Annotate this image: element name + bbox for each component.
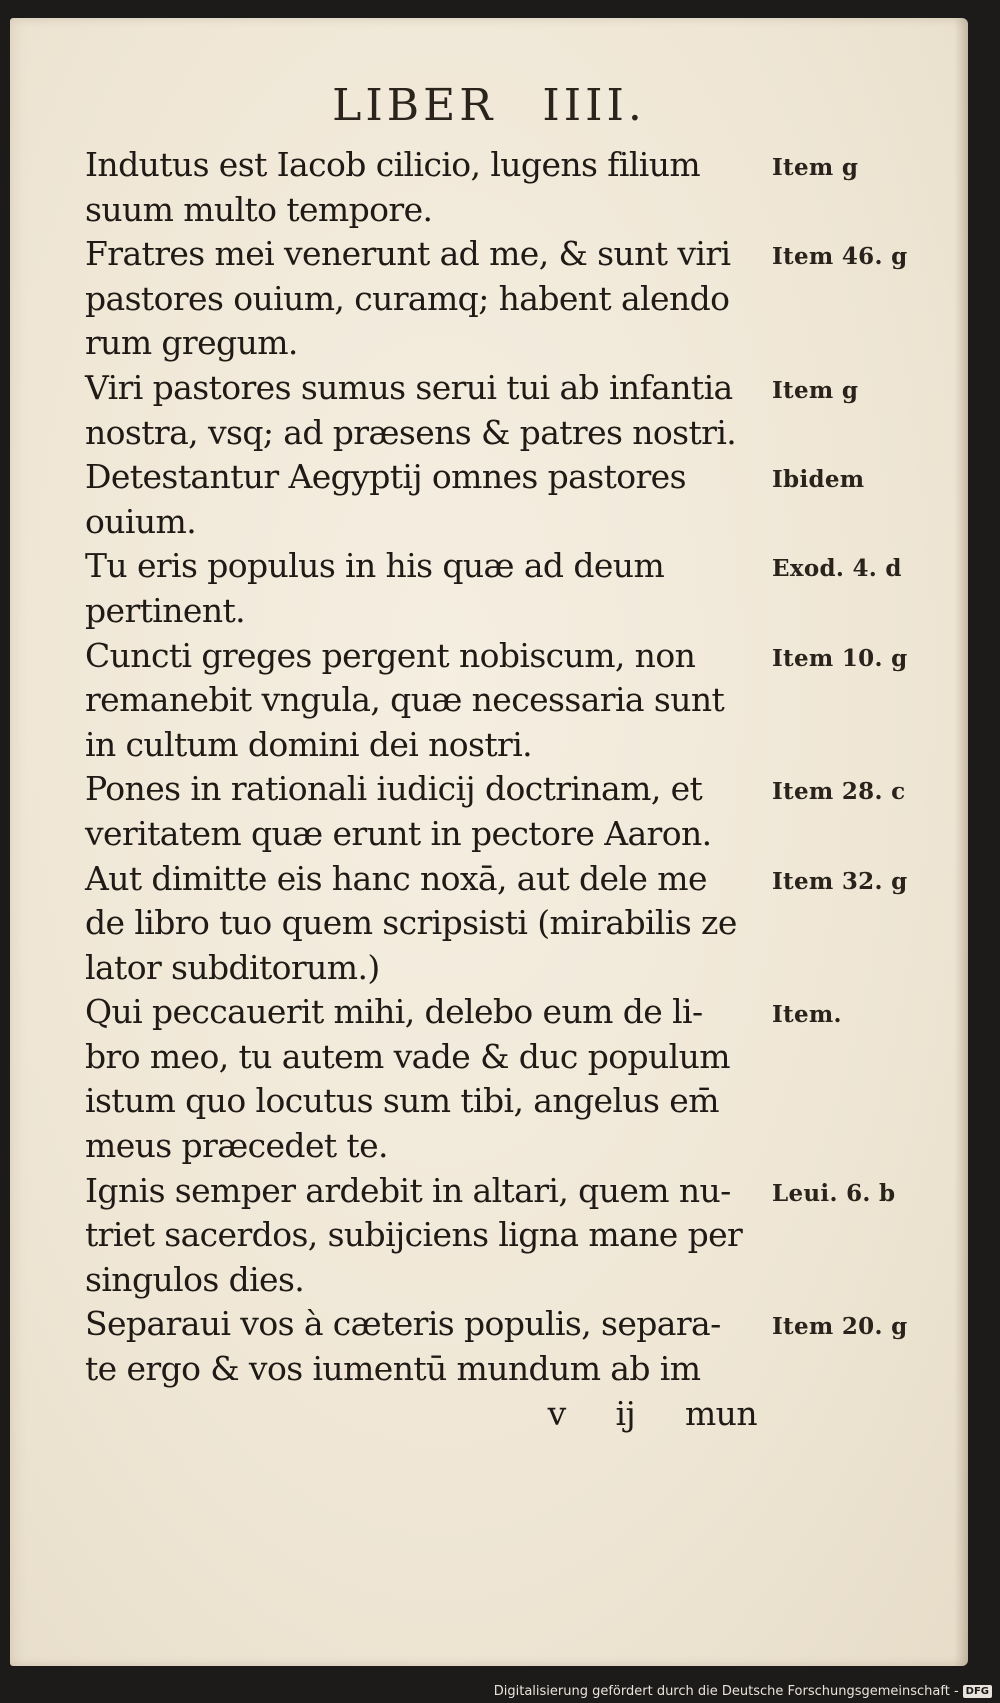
text-line (85, 143, 955, 188)
text-line (85, 455, 955, 500)
line-text: pastores ouium, curamq; habent alendo (85, 278, 730, 318)
text-line (85, 321, 955, 366)
text-line (85, 767, 955, 812)
text-line (85, 901, 955, 946)
margin-reference: Exod. 4. d (772, 555, 902, 583)
text-line (85, 1124, 955, 1169)
text-line (85, 946, 955, 991)
margin-reference: Item. (772, 1001, 842, 1029)
text-line (85, 1347, 955, 1392)
line-text: singulos dies. (85, 1259, 305, 1299)
line-text: meus præcedet te. (85, 1126, 388, 1166)
text-line (85, 589, 955, 634)
catchword: v ij mun (547, 1393, 757, 1433)
line-text: ouium. (85, 501, 197, 541)
text-line (85, 812, 955, 857)
text-line (85, 634, 955, 679)
margin-reference: Ibidem (772, 466, 865, 494)
text-line (85, 1035, 955, 1080)
margin-reference: Item 28. c (772, 778, 906, 806)
line-text: Aut dimitte eis hanc noxā, aut dele me (85, 858, 707, 898)
text-line (85, 277, 955, 322)
line-text: te ergo & vos iumentū mundum ab im (85, 1349, 701, 1389)
line-text: remanebit vngula, quæ necessaria sunt (85, 680, 725, 720)
line-text: in cultum domini dei nostri. (85, 724, 533, 764)
line-text: Detestantur Aegyptij omnes pastores (85, 457, 686, 497)
line-text: Tu eris populus in his quæ ad deum (85, 546, 665, 586)
text-line (85, 188, 955, 233)
text-line (85, 1258, 955, 1303)
line-text: nostra, vsq; ad præsens & patres nostri. (85, 412, 737, 452)
line-text: lator subditorum.) (85, 947, 380, 987)
line-text: Cuncti greges pergent nobiscum, non (85, 635, 696, 675)
line-text: Separaui vos à cæteris populis, separa- (85, 1304, 721, 1344)
line-text: istum quo locutus sum tibi, angelus em̄ (85, 1081, 719, 1121)
text-block (85, 143, 955, 1436)
line-text: Indutus est Iacob cilicio, lugens filium (85, 145, 701, 184)
line-text: suum multo tempore. (85, 189, 433, 229)
text-line (85, 723, 955, 768)
text-line (85, 366, 955, 411)
margin-reference: Item 10. g (772, 644, 908, 672)
line-text: Pones in rationali iudicij doctrinam, et (85, 769, 703, 809)
line-text: bro meo, tu autem vade & duc populum (85, 1036, 730, 1076)
margin-reference: Item 46. g (772, 243, 908, 271)
dfg-logo: DFG (963, 1685, 992, 1698)
running-header (10, 80, 968, 131)
text-line (85, 1213, 955, 1258)
catchword-line (85, 1392, 757, 1437)
margin-reference: Item g (772, 154, 859, 181)
margin-reference: Item 32. g (772, 867, 908, 895)
text-line (85, 857, 955, 902)
text-line (85, 678, 955, 723)
text-line (85, 1079, 955, 1124)
line-text: rum gregum. (85, 323, 298, 363)
margin-reference: Leui. 6. b (772, 1179, 896, 1207)
line-text: pertinent. (85, 590, 246, 630)
digitization-credit (494, 1684, 992, 1699)
margin-reference: Item g (772, 376, 859, 404)
line-text: Viri pastores sumus serui tui ab infantia (85, 367, 733, 407)
line-text: triet sacerdos, subijciens ligna mane per (85, 1215, 743, 1255)
line-text: de libro tuo quem scripsisti (mirabilis ze (85, 903, 737, 943)
text-line (85, 1169, 955, 1214)
text-line (85, 232, 955, 277)
text-line (85, 990, 955, 1035)
line-text: Fratres mei venerunt ad me, & sunt viri (85, 234, 731, 274)
credit-text: Digitalisierung gefördert durch die Deutsche Forschungsgemeinschaft - (493, 1684, 959, 1699)
book-page (10, 18, 968, 1666)
line-text: Qui peccauerit mihi, delebo eum de li- (85, 992, 703, 1032)
line-text: veritatem quæ erunt in pectore Aaron. (85, 813, 712, 853)
text-line (85, 500, 955, 545)
header-word-liber: LIBER (332, 80, 497, 131)
text-line (85, 544, 955, 589)
line-text: Ignis semper ardebit in altari, quem nu- (85, 1170, 731, 1210)
margin-reference: Item 20. g (772, 1313, 908, 1341)
header-word-book-number: IIII. (542, 80, 646, 131)
text-line (85, 411, 955, 456)
text-line (85, 1302, 955, 1347)
